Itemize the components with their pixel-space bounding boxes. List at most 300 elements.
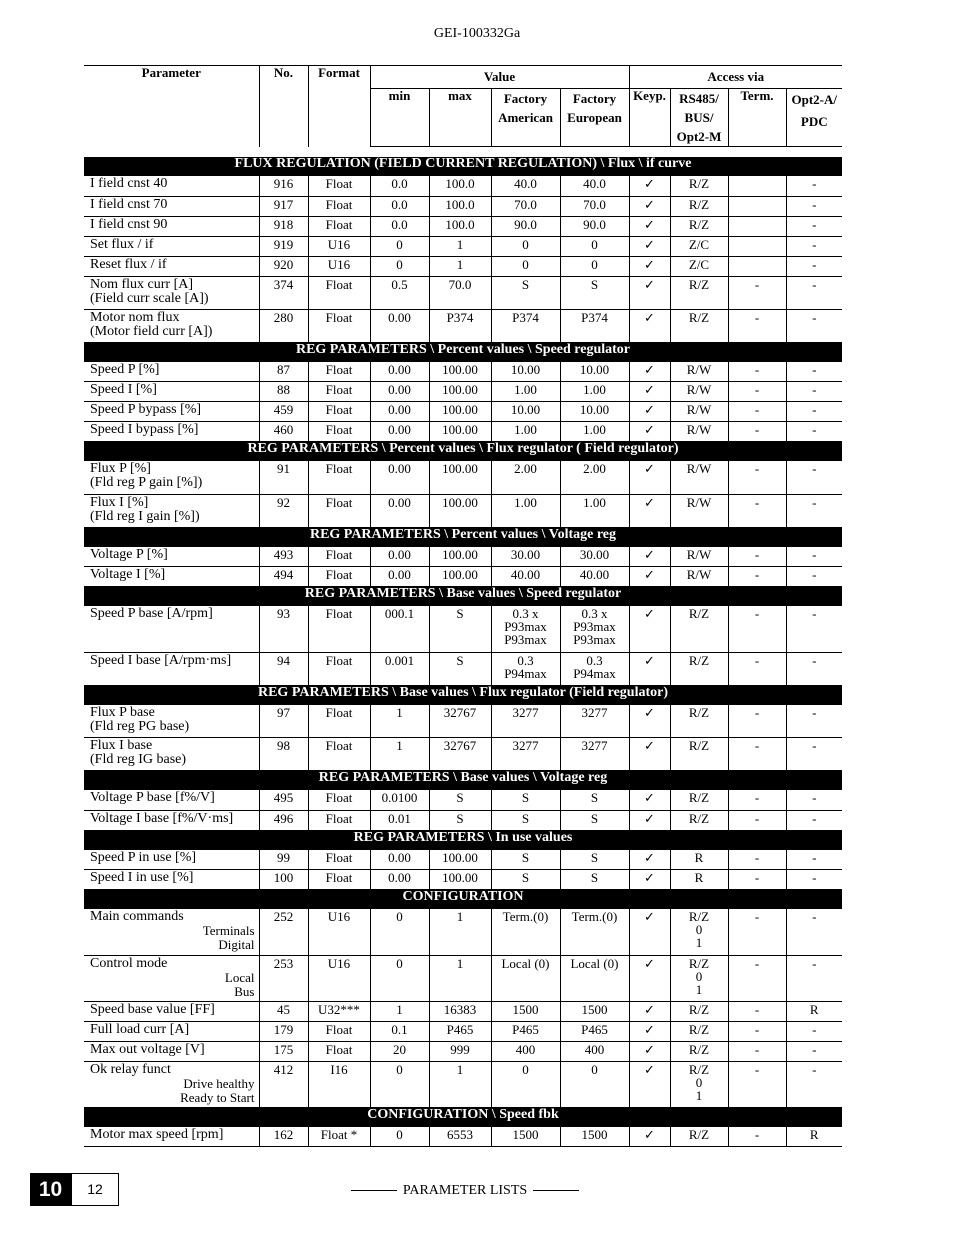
table-row	[84, 461, 842, 494]
value-max: 100.00	[429, 402, 491, 422]
rs485-access-line: R/Z	[688, 1041, 710, 1057]
rs485-access	[670, 236, 728, 256]
parameter-number: 93	[259, 606, 308, 652]
rs485-access-line: R/Z	[688, 1021, 710, 1037]
rs485-access	[670, 494, 728, 527]
parameter-option: Ready to Start	[180, 1089, 255, 1105]
parameter-table	[84, 65, 842, 1147]
rs485-access	[670, 1041, 728, 1061]
parameter-name	[84, 955, 259, 1001]
opt2-access: -	[786, 402, 842, 422]
parameter-name	[84, 909, 259, 955]
parameter-name-line: Motor max speed [rpm]	[90, 1126, 224, 1142]
value-max: 100.0	[429, 196, 491, 216]
terminal-access: -	[728, 1127, 786, 1147]
factory-european-line: P94max	[573, 665, 616, 681]
parameter-format: U16	[308, 256, 370, 276]
table-row	[84, 422, 842, 442]
parameter-name-line: Reset flux / if	[90, 256, 167, 272]
table-row	[84, 236, 842, 256]
factory-american-line: S	[521, 870, 530, 885]
factory-european	[560, 309, 629, 342]
opt2-access: -	[786, 461, 842, 494]
rs485-access-line: R/W	[686, 402, 712, 417]
value-max: P374	[429, 309, 491, 342]
parameter-format: U16	[308, 909, 370, 955]
rs485-access-line: 0	[695, 1074, 703, 1090]
parameter-number: 99	[259, 850, 308, 870]
factory-european	[560, 276, 629, 309]
value-min: 0	[370, 236, 429, 256]
value-min: 0.0	[370, 216, 429, 236]
opt2-access: -	[786, 705, 842, 738]
value-max: 100.00	[429, 461, 491, 494]
value-min: 0.00	[370, 547, 429, 567]
value-max: S	[429, 810, 491, 830]
parameter-name-line: Main commands	[90, 909, 184, 924]
section-title: REG PARAMETERS \ In use values	[84, 830, 842, 850]
factory-european-line: 3277	[581, 738, 608, 753]
parameter-format: Float	[308, 362, 370, 382]
factory-american-line: 3277	[512, 738, 539, 753]
parameter-name	[84, 606, 259, 652]
factory-european-line: 0.3	[586, 652, 603, 668]
rs485-access	[670, 422, 728, 442]
factory-european	[560, 1127, 629, 1147]
keypad-access-check: ✓	[629, 216, 670, 236]
parameter-name-line: (Field curr scale [A])	[90, 290, 209, 306]
factory-european	[560, 850, 629, 870]
factory-european-line: 0.3 x	[581, 606, 608, 621]
value-max: 100.00	[429, 547, 491, 567]
footer-title-text: PARAMETER LISTS	[402, 1183, 528, 1198]
factory-european	[560, 547, 629, 567]
rs485-access-line: R/Z	[688, 606, 710, 621]
value-min: 0.0100	[370, 790, 429, 810]
value-max: 1	[429, 955, 491, 1001]
factory-european-line: S	[590, 790, 599, 805]
factory-american-line: S	[521, 810, 530, 826]
opt2-access: -	[786, 1061, 842, 1107]
col-rs485-line: Opt2-M	[676, 129, 722, 144]
terminal-access	[728, 216, 786, 236]
keypad-access-check: ✓	[629, 309, 670, 342]
parameter-name-line: Speed I [%]	[90, 382, 157, 397]
col-parameter: Parameter	[84, 66, 259, 147]
rs485-access	[670, 256, 728, 276]
value-max: 1	[429, 236, 491, 256]
terminal-access	[728, 256, 786, 276]
factory-european-line: 0	[591, 236, 598, 252]
factory-american-line: P465	[512, 1021, 539, 1037]
keypad-access-check: ✓	[629, 705, 670, 738]
table-row	[84, 276, 842, 309]
rs485-access-line: 1	[695, 981, 703, 997]
opt2-access: -	[786, 738, 842, 771]
parameter-number: 920	[259, 256, 308, 276]
rs485-access-line: R/Z	[688, 216, 710, 232]
factory-european-line: P465	[581, 1021, 608, 1037]
factory-european-line: 1500	[581, 1001, 608, 1017]
value-max: 70.0	[429, 276, 491, 309]
factory-american-line: 0.3	[517, 652, 534, 668]
parameter-name	[84, 790, 259, 810]
factory-european	[560, 461, 629, 494]
section-header	[84, 527, 842, 547]
rs485-access	[670, 738, 728, 771]
footer-title	[340, 1183, 590, 1199]
section-header	[84, 157, 842, 176]
factory-european-line: S	[590, 810, 599, 826]
factory-american-line: P93max	[504, 632, 547, 647]
table-row	[84, 1127, 842, 1147]
terminal-access: -	[728, 494, 786, 527]
factory-american	[491, 810, 560, 830]
factory-european	[560, 236, 629, 256]
parameter-name	[84, 652, 259, 685]
keypad-access-check: ✓	[629, 738, 670, 771]
factory-american	[491, 955, 560, 1001]
rs485-access	[670, 216, 728, 236]
parameter-format: Float	[308, 810, 370, 830]
opt2-access: -	[786, 216, 842, 236]
rs485-access	[670, 196, 728, 216]
factory-american	[491, 705, 560, 738]
parameter-format: Float	[308, 567, 370, 587]
value-min: 0.0	[370, 196, 429, 216]
keypad-access-check: ✓	[629, 652, 670, 685]
parameter-name	[84, 1021, 259, 1041]
section-title: CONFIGURATION \ Speed fbk	[84, 1107, 842, 1127]
rs485-access	[670, 176, 728, 196]
parameter-name-line: Voltage P base [f%/V]	[90, 790, 215, 805]
parameter-name-line: Speed I base [A/rpm·ms]	[90, 652, 232, 668]
parameter-name	[84, 309, 259, 342]
opt2-access: -	[786, 494, 842, 527]
value-max: 32767	[429, 705, 491, 738]
rs485-access-line: R/Z	[688, 738, 710, 753]
rs485-access-line: Z/C	[688, 236, 710, 252]
section-header	[84, 890, 842, 910]
opt2-access: -	[786, 606, 842, 652]
rs485-access	[670, 870, 728, 890]
parameter-number: 496	[259, 810, 308, 830]
parameter-name-line: Speed I in use [%]	[90, 870, 194, 885]
parameter-name	[84, 1001, 259, 1021]
factory-european	[560, 422, 629, 442]
parameter-number: 919	[259, 236, 308, 256]
table-row	[84, 494, 842, 527]
section-title: REG PARAMETERS \ Percent values \ Flux regulator ( Field regulator)	[84, 442, 842, 462]
parameter-name	[84, 196, 259, 216]
parameter-number: 460	[259, 422, 308, 442]
opt2-access: -	[786, 810, 842, 830]
keypad-access-check: ✓	[629, 382, 670, 402]
factory-european-line: 30.00	[579, 546, 610, 562]
section-header	[84, 771, 842, 791]
factory-european-line: S	[590, 870, 599, 885]
factory-european	[560, 256, 629, 276]
factory-european-line: 90.0	[583, 216, 606, 232]
table-row	[84, 1001, 842, 1021]
terminal-access: -	[728, 870, 786, 890]
section-header	[84, 587, 842, 607]
parameter-name	[84, 382, 259, 402]
rs485-access-line: 0	[695, 922, 703, 937]
section-header	[84, 342, 842, 362]
section-header	[84, 830, 842, 850]
factory-american	[491, 422, 560, 442]
value-min: 0.00	[370, 494, 429, 527]
parameter-format: Float	[308, 870, 370, 890]
keypad-access-check: ✓	[629, 276, 670, 309]
terminal-access: -	[728, 790, 786, 810]
keypad-access-check: ✓	[629, 494, 670, 527]
section-title: REG PARAMETERS \ Percent values \ Speed regulator	[84, 342, 842, 362]
table-row	[84, 955, 842, 1001]
factory-american	[491, 909, 560, 955]
rs485-access	[670, 810, 728, 830]
parameter-format: Float	[308, 216, 370, 236]
section-title: REG PARAMETERS \ Base values \ Flux regulator (Field regulator)	[84, 685, 842, 705]
terminal-access: -	[728, 276, 786, 309]
table-row	[84, 870, 842, 890]
keypad-access-check: ✓	[629, 256, 670, 276]
keypad-access-check: ✓	[629, 909, 670, 955]
factory-european	[560, 567, 629, 587]
parameter-name-line: Speed base value [FF]	[90, 1001, 215, 1017]
rs485-access	[670, 1127, 728, 1147]
factory-european-line: 0	[591, 1061, 598, 1077]
parameter-name-line: Motor nom flux	[90, 309, 180, 325]
factory-american	[491, 1001, 560, 1021]
opt2-access: R	[786, 1127, 842, 1147]
rs485-access-line: R/Z	[688, 1061, 710, 1077]
parameter-name-line: (Motor field curr [A])	[90, 323, 213, 339]
parameter-format: Float	[308, 176, 370, 196]
terminal-access: -	[728, 606, 786, 652]
keypad-access-check: ✓	[629, 870, 670, 890]
factory-european	[560, 1001, 629, 1021]
factory-american-line: 0	[522, 256, 529, 272]
parameter-name	[84, 547, 259, 567]
parameter-name-line: Flux P base	[90, 704, 155, 720]
terminal-access	[728, 236, 786, 256]
factory-american	[491, 276, 560, 309]
rs485-access-line: R/Z	[688, 652, 710, 668]
parameter-name-line: Speed P bypass [%]	[90, 402, 202, 417]
value-max: 100.00	[429, 362, 491, 382]
parameter-number: 100	[259, 870, 308, 890]
factory-american	[491, 309, 560, 342]
value-min: 0	[370, 1127, 429, 1147]
factory-american	[491, 236, 560, 256]
opt2-access: -	[786, 850, 842, 870]
rs485-access-line: R/Z	[688, 909, 710, 924]
parameter-name-line: (Fld reg PG base)	[90, 718, 190, 734]
value-min: 0	[370, 1061, 429, 1107]
parameter-number: 280	[259, 309, 308, 342]
value-min: 0	[370, 955, 429, 1001]
rs485-access	[670, 955, 728, 1001]
parameter-number: 92	[259, 494, 308, 527]
terminal-access: -	[728, 652, 786, 685]
factory-european	[560, 196, 629, 216]
factory-european-line: 70.0	[583, 196, 606, 212]
parameter-number: 97	[259, 705, 308, 738]
value-max: 100.00	[429, 850, 491, 870]
rs485-access-line: 0	[695, 968, 703, 984]
col-opt2-line: Opt2-A/	[791, 92, 837, 107]
keypad-access-check: ✓	[629, 1127, 670, 1147]
footer-rule-right	[533, 1190, 579, 1191]
rs485-access	[670, 547, 728, 567]
rs485-access-line: 1	[695, 1087, 703, 1103]
keypad-access-check: ✓	[629, 810, 670, 830]
terminal-access: -	[728, 850, 786, 870]
factory-european	[560, 382, 629, 402]
col-access-via: Access via	[629, 66, 842, 89]
rs485-access-line: R/Z	[688, 176, 710, 191]
col-factory-european	[560, 89, 629, 147]
factory-european-line: 0	[591, 256, 598, 272]
parameter-number: 175	[259, 1041, 308, 1061]
factory-european-line: S	[590, 276, 599, 292]
parameter-format: Float	[308, 196, 370, 216]
col-factory-american-line: Factory	[503, 91, 548, 106]
factory-european-line: 10.00	[579, 361, 610, 377]
parameter-option: Digital	[218, 937, 255, 952]
table-row	[84, 606, 842, 652]
rs485-access	[670, 309, 728, 342]
factory-american	[491, 216, 560, 236]
parameter-name	[84, 176, 259, 196]
parameter-option: Bus	[234, 983, 255, 999]
table-row	[84, 909, 842, 955]
rs485-access	[670, 705, 728, 738]
opt2-access: -	[786, 955, 842, 1001]
value-min: 0	[370, 909, 429, 955]
terminal-access: -	[728, 810, 786, 830]
rs485-access	[670, 909, 728, 955]
value-min: 0.1	[370, 1021, 429, 1041]
parameter-format: Float	[308, 1021, 370, 1041]
factory-american-line: 1.00	[514, 382, 537, 397]
table-row	[84, 402, 842, 422]
terminal-access: -	[728, 382, 786, 402]
col-factory-european-line: European	[567, 110, 622, 125]
col-value: Value	[370, 66, 629, 89]
keypad-access-check: ✓	[629, 955, 670, 1001]
factory-american-line: 2.00	[514, 461, 537, 476]
factory-american-line: S	[521, 276, 530, 292]
value-max: S	[429, 790, 491, 810]
factory-american	[491, 196, 560, 216]
opt2-access: -	[786, 422, 842, 442]
value-max: P465	[429, 1021, 491, 1041]
parameter-name-line: Flux I base	[90, 738, 153, 753]
rs485-access-line: R/W	[686, 361, 712, 377]
factory-european-line: P93max	[573, 619, 616, 634]
value-min: 0.00	[370, 402, 429, 422]
parameter-name	[84, 850, 259, 870]
rs485-access	[670, 850, 728, 870]
parameter-number: 91	[259, 461, 308, 494]
rs485-access	[670, 362, 728, 382]
opt2-access: -	[786, 1041, 842, 1061]
rs485-access	[670, 652, 728, 685]
opt2-access: -	[786, 652, 842, 685]
factory-european	[560, 870, 629, 890]
parameter-name	[84, 276, 259, 309]
parameter-name-line: Voltage P [%]	[90, 546, 168, 562]
parameter-name	[84, 422, 259, 442]
parameter-format: Float	[308, 790, 370, 810]
opt2-access: -	[786, 256, 842, 276]
factory-american	[491, 547, 560, 567]
factory-american	[491, 176, 560, 196]
parameter-option: Local	[224, 969, 255, 985]
opt2-access: -	[786, 909, 842, 955]
rs485-access	[670, 567, 728, 587]
terminal-access: -	[728, 567, 786, 587]
table-row	[84, 256, 842, 276]
parameter-option: Terminals	[202, 923, 255, 938]
parameter-format: Float	[308, 276, 370, 309]
value-min: 0.00	[370, 362, 429, 382]
parameter-format: I16	[308, 1061, 370, 1107]
parameter-number: 98	[259, 738, 308, 771]
opt2-access: -	[786, 790, 842, 810]
parameter-name	[84, 1061, 259, 1107]
parameter-name-line: Nom flux curr [A]	[90, 276, 194, 292]
terminal-access: -	[728, 705, 786, 738]
value-max: 100.00	[429, 870, 491, 890]
parameter-name-line: Speed I bypass [%]	[90, 422, 199, 437]
keypad-access-check: ✓	[629, 547, 670, 567]
parameter-number: 495	[259, 790, 308, 810]
factory-american	[491, 790, 560, 810]
footer-rule-left	[351, 1190, 397, 1191]
parameter-name-line: Set flux / if	[90, 236, 154, 252]
keypad-access-check: ✓	[629, 402, 670, 422]
value-max: 100.0	[429, 216, 491, 236]
keypad-access-check: ✓	[629, 567, 670, 587]
factory-european-line: P374	[581, 309, 608, 325]
terminal-access: -	[728, 1041, 786, 1061]
parameter-number: 253	[259, 955, 308, 1001]
value-min: 1	[370, 738, 429, 771]
factory-european-line: Term.(0)	[571, 909, 618, 924]
parameter-format: U32***	[308, 1001, 370, 1021]
rs485-access	[670, 1001, 728, 1021]
factory-american-line: S	[521, 849, 530, 865]
factory-american-line: 40.00	[510, 567, 541, 582]
parameter-format: Float	[308, 461, 370, 494]
opt2-access: -	[786, 176, 842, 196]
factory-american-line: 1.00	[514, 494, 537, 510]
section-title: FLUX REGULATION (FIELD CURRENT REGULATION) \ Flux \ if curve	[84, 157, 842, 176]
factory-american	[491, 652, 560, 685]
parameter-format: Float	[308, 1041, 370, 1061]
keypad-access-check: ✓	[629, 850, 670, 870]
value-min: 0.00	[370, 309, 429, 342]
factory-american	[491, 494, 560, 527]
page-number-box	[30, 1173, 118, 1206]
keypad-access-check: ✓	[629, 422, 670, 442]
parameter-format: Float	[308, 494, 370, 527]
col-no: No.	[259, 66, 308, 147]
